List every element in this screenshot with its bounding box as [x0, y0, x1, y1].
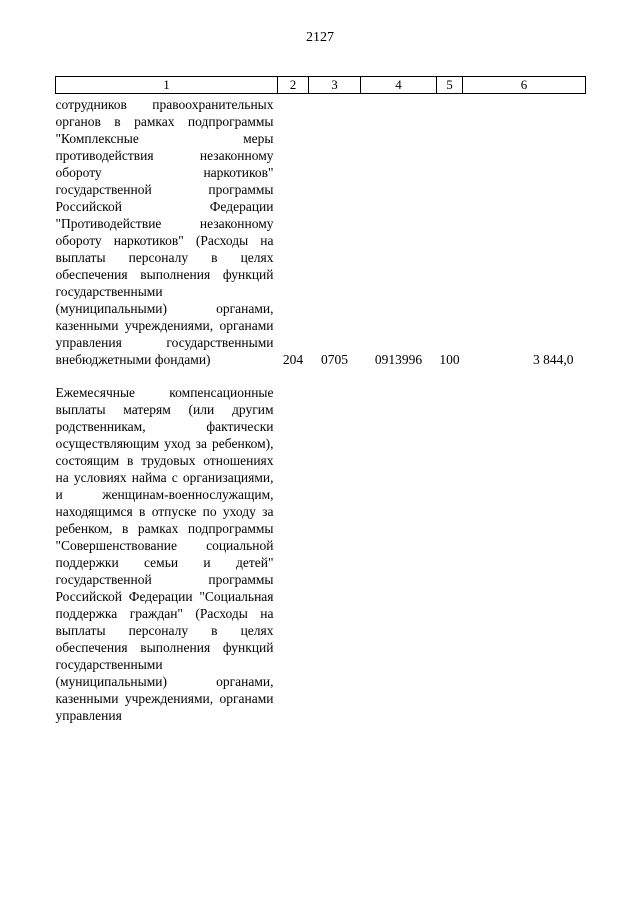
budget-table	[55, 76, 586, 724]
row-code-col5: 100	[439, 352, 460, 367]
row-code-col5	[437, 368, 463, 724]
column-header-6: 6	[463, 77, 586, 94]
row-amount	[463, 368, 586, 724]
column-header-1: 1	[56, 77, 278, 94]
row-code-col2: 204	[282, 352, 304, 367]
row-code-col4: 0913996	[374, 352, 423, 367]
table-row	[56, 94, 586, 369]
row-code-col3	[309, 368, 361, 724]
row-description: сотрудников правоохранительных органов в рамках подпрограммы "Комплексные меры противодействия незаконному обороту наркотиков" государственной программы Российской Федерации "Противодействие незаконному обороту наркотиков" (Расходы на выплаты персоналу в целях обеспечения выполнения функций государственными (муниципальными) органами, казенными учреждениями, органами управления государственными внебюджетными фондами)	[55, 97, 274, 367]
page-number: 2127	[306, 30, 334, 45]
table-row	[56, 368, 586, 724]
row-amount: 3 844,0	[533, 352, 574, 367]
column-header-2: 2	[278, 77, 309, 94]
row-code-col2	[278, 368, 309, 724]
column-header-3: 3	[309, 77, 361, 94]
row-code-col4	[361, 368, 437, 724]
column-header-5: 5	[437, 77, 463, 94]
row-code-col3: 0705	[321, 352, 348, 367]
row-description: Ежемесячные компенсационные выплаты матерям (или другим родственникам, фактически осуществляющим уход за ребенком), состоящим в трудовых отношениях на условиях найма с организациями, и женщинам-военнослужащим, находящимся в отпуске по уходу за ребенком, в рамках подпрограммы "Совершенствование социальной поддержки семьи и детей" государственной программы Российской Федерации "Социальная поддержка граждан" (Расходы на выплаты персоналу в целях обеспечения выполнения функций государственными (муниципальными) органами, казенными учреждениями, органами управления	[55, 385, 274, 723]
column-header-4: 4	[361, 77, 437, 94]
table-header-row	[56, 77, 586, 94]
